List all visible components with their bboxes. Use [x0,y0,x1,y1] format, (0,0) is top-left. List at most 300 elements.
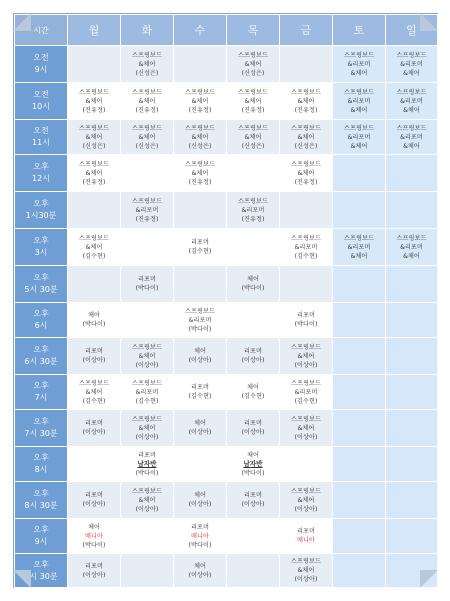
class-cell [280,303,333,338]
class-cell-line: 스프링보드 [291,487,321,495]
class-cell-line: (박다이) [294,321,318,328]
class-cell-line: 리포머 [138,451,156,459]
class-cell-line: (신성은) [241,69,265,77]
class-cell-line: (진유정) [294,178,318,186]
class-cell-line: 리포머 [191,239,209,246]
schedule-row [15,375,438,410]
schedule-row [15,229,438,266]
class-cell-line: &리포머 [241,206,265,214]
class-cell [280,482,333,519]
class-cell-line: &체어 [85,388,103,396]
class-cell-line: &체어 [403,252,420,260]
time-slot-line: 오후 [33,453,49,462]
empty-cell [68,46,121,83]
class-cell [386,83,438,120]
empty-cell [333,554,386,588]
class-cell [68,303,121,338]
class-cell-line: &리포머 [347,60,371,68]
class-cell-line: (이상아) [82,357,106,364]
class-cell-line: (이상아) [188,429,212,436]
class-cell-line: (신성은) [188,142,212,150]
class-cell-line: (진유정) [82,106,106,114]
class-cell-line: (이상아) [294,576,318,583]
class-cell-line: &체어 [138,424,156,432]
time-slot-label [15,303,68,338]
empty-cell [174,447,227,482]
schedule-row [15,482,438,519]
class-cell-line: &체어 [297,352,315,360]
time-slot-line: 1시30분 [25,211,57,220]
day-header-wed: 수 [174,15,227,46]
empty-cell [174,266,227,303]
class-cell-line: (신성은) [135,69,159,77]
class-cell-line: (이상아) [241,501,265,508]
class-cell-line: 남자반 [243,459,263,468]
class-cell-line: &체어 [244,60,262,68]
header-row [15,15,438,46]
class-cell-line: (진유정) [241,215,265,223]
class-cell [121,482,174,519]
class-cell [227,192,280,229]
class-cell-line: 체어 [88,523,100,531]
class-cell-line: 매니아 [297,537,315,544]
class-cell-line: 리포머 [297,312,315,319]
class-cell-line: (신성은) [135,142,159,150]
empty-cell [68,192,121,229]
class-cell-line: &리포머 [188,316,212,324]
class-cell [174,375,227,410]
class-cell-line: (김수현) [82,397,106,405]
class-cell-line: 스프링보드 [238,51,268,59]
class-cell-line: (진유정) [135,215,159,223]
class-cell-line: &리포머 [347,243,371,251]
empty-cell [121,229,174,266]
time-slot-label [15,375,68,410]
class-cell-line: &리포머 [294,388,318,396]
class-cell-line: &리포머 [400,133,423,141]
day-header-sat: 토 [333,15,386,46]
time-slot-line: 오후 [33,525,49,534]
empty-cell [333,155,386,192]
empty-cell [280,46,333,83]
class-cell-line: 스프링보드 [344,124,374,132]
empty-cell [333,192,386,229]
class-cell-line: &체어 [297,496,315,504]
class-cell [174,519,227,554]
time-slot-line: 오전 [33,126,49,135]
time-slot-label [15,410,68,447]
class-cell-line: &체어 [138,496,156,504]
schedule-row [15,83,438,120]
class-cell-line: &체어 [350,69,368,77]
time-slot-label [15,338,68,375]
class-cell [333,120,386,155]
time-slot-label [15,120,68,155]
empty-cell [280,447,333,482]
time-slot-label [15,192,68,229]
class-cell-line: 매니아 [85,532,103,540]
empty-cell [121,303,174,338]
empty-cell [227,155,280,192]
class-cell-line: 리포머 [191,523,209,531]
class-cell-line: (진유정) [241,106,265,114]
class-cell [333,229,386,266]
class-cell-line: 스프링보드 [238,197,268,205]
class-cell [227,83,280,120]
day-header-fri: 금 [280,15,333,46]
class-cell-line: 스프링보드 [291,160,321,168]
class-cell-line: (박다이) [135,285,159,292]
class-cell [227,447,280,482]
class-cell [386,229,438,266]
class-cell-line: 스프링보드 [185,160,215,168]
class-cell-line: 리포머 [244,348,262,355]
class-cell [68,120,121,155]
empty-cell [121,519,174,554]
time-slot-line: 오전 [33,53,49,62]
class-cell [227,410,280,447]
class-cell [333,46,386,83]
empty-cell [386,482,438,519]
class-cell-line: 스프링보드 [291,343,321,351]
class-cell [174,554,227,588]
class-cell [227,375,280,410]
time-slot-line: 10시 [32,102,50,111]
class-cell [280,519,333,554]
class-cell-line: (박다이) [241,285,265,292]
class-cell-line: (박다이) [241,469,265,477]
time-slot-label [15,519,68,554]
class-cell [68,554,121,588]
class-cell-line: (김수현) [294,397,318,405]
class-cell-line: (김수현) [82,252,106,260]
empty-cell [333,519,386,554]
empty-cell [386,447,438,482]
class-cell-line: 스프링보드 [132,415,162,423]
class-cell [121,410,174,447]
time-slot-line: 6시 [34,321,48,330]
empty-cell [174,192,227,229]
day-header-tue: 화 [121,15,174,46]
class-cell-line: 체어 [194,348,206,355]
empty-cell [386,338,438,375]
class-cell-line: 스프링보드 [132,88,162,96]
class-cell-line: &체어 [350,252,368,260]
class-cell [121,192,174,229]
class-cell-line: &체어 [297,169,315,177]
class-cell-line: 스프링보드 [132,487,162,495]
class-cell-line: 스프링보드 [291,558,321,565]
schedule-row [15,338,438,375]
time-slot-line: 8시 30분 [24,501,58,510]
class-cell [68,482,121,519]
class-cell [68,229,121,266]
class-cell [386,46,438,83]
time-slot-line: 오후 [33,273,49,282]
class-cell-line: (이상아) [241,357,265,364]
empty-cell [333,303,386,338]
class-cell [280,229,333,266]
class-cell-line: 체어 [88,312,100,319]
class-cell-line: (이상아) [135,361,159,369]
empty-cell [227,519,280,554]
schedule-row [15,303,438,338]
class-cell [174,229,227,266]
empty-cell [333,375,386,410]
time-slot-line: 오후 [33,236,49,245]
class-cell-line: 스프링보드 [291,379,321,387]
class-cell-line: &체어 [85,243,103,251]
time-slot-line: 오후 [33,162,49,171]
corner-fold-top-left [13,13,31,31]
class-cell-line: (김수현) [135,397,159,405]
empty-cell [333,338,386,375]
time-slot-line: 오후 [33,309,49,318]
time-slot-line: 오후 [33,381,49,390]
class-cell-line: 체어 [247,276,259,283]
time-slot-line: 5시 30분 [24,285,58,294]
empty-cell [386,375,438,410]
class-cell-line: 리포머 [85,492,103,499]
class-cell-line: &리포머 [347,133,371,141]
class-cell [280,155,333,192]
class-cell [174,83,227,120]
class-cell [174,410,227,447]
schedule-row [15,46,438,83]
class-cell-line: (박다이) [135,469,159,477]
empty-cell [227,229,280,266]
class-cell-line: &리포머 [400,60,423,68]
class-cell-line: 스프링보드 [396,88,427,96]
time-slot-label [15,229,68,266]
empty-cell [121,155,174,192]
class-cell-line: 스프링보드 [185,307,215,315]
empty-cell [333,410,386,447]
class-cell-line: 리포머 [85,348,103,355]
class-cell-line: 매니아 [191,532,209,540]
class-cell-line: (이상아) [188,357,212,364]
class-cell [121,120,174,155]
class-cell-line: 스프링보드 [291,234,321,242]
time-slot-line: 오후 [33,345,49,354]
time-slot-line: 3시 [34,248,48,257]
class-cell-line: &체어 [297,97,315,105]
schedule-row [15,192,438,229]
class-cell-line: 리포머 [191,384,209,391]
time-slot-line: 9시 [34,65,48,74]
class-cell [280,120,333,155]
empty-cell [386,303,438,338]
class-cell [121,375,174,410]
time-slot-label [15,266,68,303]
class-cell-line: (김수현) [188,248,212,255]
class-cell-line: &리포머 [294,243,318,251]
class-cell-line: 체어 [247,451,259,459]
class-cell-line: &체어 [138,133,156,141]
class-cell-line: 스프링보드 [132,51,162,59]
class-cell-line: &체어 [85,97,103,105]
class-cell-line: 스프링보드 [238,124,268,132]
class-cell-line: 리포머 [244,492,262,499]
class-cell [227,46,280,83]
class-cell [280,375,333,410]
day-header-mon: 월 [68,15,121,46]
empty-cell [333,266,386,303]
time-slot-line: 오후 [33,489,49,498]
class-cell-line: (신성은) [82,142,106,150]
class-cell-line: 리포머 [85,420,103,427]
class-cell-line: &체어 [297,424,315,432]
class-cell-line: &체어 [297,567,315,574]
class-cell [174,120,227,155]
class-cell [68,338,121,375]
class-cell-line: (진유정) [188,106,212,114]
time-slot-line: 8시 [34,465,48,474]
class-cell [174,338,227,375]
class-cell-line: (이상아) [188,571,212,579]
empty-cell [333,447,386,482]
schedule-row [15,554,438,588]
class-cell-line: &리포머 [135,388,159,396]
class-cell [68,375,121,410]
class-cell-line: 체어 [194,562,206,570]
class-cell [280,554,333,588]
class-cell-line: 스프링보드 [396,124,427,132]
class-cell [227,266,280,303]
schedule-row [15,519,438,554]
class-cell-line: 스프링보드 [132,124,162,132]
schedule-body [15,46,438,588]
schedule-row [15,410,438,447]
time-slot-label [15,482,68,519]
class-cell-line: 스프링보드 [185,124,215,132]
class-cell [386,120,438,155]
class-cell-line: 스프링보드 [185,88,215,96]
day-header-thu: 목 [227,15,280,46]
time-slot-line: 오전 [33,90,49,99]
class-cell [121,338,174,375]
class-cell-line: (이상아) [294,433,318,441]
class-cell-line: &체어 [138,97,156,105]
empty-cell [386,519,438,554]
class-cell-line: (이상아) [294,361,318,369]
class-cell-line: (진유정) [294,106,318,114]
empty-cell [333,482,386,519]
class-cell-line: 스프링보드 [396,51,427,59]
empty-cell [386,410,438,447]
time-slot-line: 12시 [32,174,50,183]
class-cell-line: &체어 [191,133,209,141]
time-slot-line: 7시 30분 [24,429,58,438]
class-cell-line: &리포머 [347,97,371,105]
time-column-header: 시간 [15,15,68,46]
corner-fold-bottom-right [420,570,438,588]
time-slot-label [15,447,68,482]
class-cell-line: &체어 [403,69,420,77]
class-cell-line: (이상아) [82,501,106,508]
empty-cell [68,447,121,482]
class-cell-line: (진유정) [135,106,159,114]
schedule-table [14,14,438,588]
class-cell-line: 체어 [247,384,259,391]
class-cell-line: 체어 [194,420,206,427]
class-cell [121,447,174,482]
class-cell-line: &체어 [85,133,103,141]
class-cell [227,482,280,519]
time-slot-line: 오후 [33,199,49,208]
class-cell-line: (신성은) [294,142,318,150]
day-header-sun: 일 [386,15,438,46]
class-cell-line: 스프링보드 [238,88,268,96]
time-slot-label [15,155,68,192]
class-cell-line: 스프링보드 [344,88,374,96]
class-cell [68,155,121,192]
class-cell-line: &체어 [244,133,262,141]
class-cell [68,519,121,554]
class-cell-line: (김수현) [294,252,318,260]
class-cell-line: &체어 [403,142,420,150]
class-cell [227,338,280,375]
class-cell-line: 스프링보드 [79,124,109,132]
empty-cell [68,266,121,303]
class-cell [333,83,386,120]
class-cell-line: (진유정) [188,178,212,186]
class-cell [280,338,333,375]
class-cell-line: 스프링보드 [132,379,162,387]
class-cell-line: &리포머 [400,97,423,105]
class-cell [68,83,121,120]
class-cell-line: 스프링보드 [344,234,374,242]
class-cell-line: (이상아) [82,429,106,436]
class-cell-line: &체어 [138,60,156,68]
class-cell-line: 스프링보드 [132,197,162,205]
schedule-row [15,120,438,155]
class-cell-line: 스프링보드 [79,379,109,387]
class-cell [68,410,121,447]
schedule-row [15,447,438,482]
class-cell-line: 리포머 [138,276,156,283]
class-cell-line: (진유정) [82,178,106,186]
time-slot-label [15,83,68,120]
time-slot-line: 오후 [33,417,49,426]
class-cell-line: (이상아) [135,505,159,513]
class-cell-line: &체어 [297,133,315,141]
class-cell-line: (이상아) [294,505,318,513]
class-cell-line: 리포머 [297,528,315,535]
class-cell-line: &리포머 [400,243,423,251]
schedule-row [15,266,438,303]
empty-cell [280,192,333,229]
time-slot-line: 9시 [34,537,48,546]
class-cell-line: (박다이) [188,541,212,549]
class-cell-line: 스프링보드 [291,415,321,423]
class-cell-line: (이상아) [241,429,265,436]
class-cell-line: (김수현) [241,393,265,400]
empty-cell [386,155,438,192]
class-cell-line: &체어 [244,97,262,105]
empty-cell [227,554,280,588]
class-cell-line: 리포머 [244,420,262,427]
class-cell-line: &리포머 [135,206,159,214]
corner-fold-top-right [420,13,438,31]
class-cell-line: 스프링보드 [132,343,162,351]
empty-cell [174,46,227,83]
class-cell [280,83,333,120]
class-cell-line: 스프링보드 [344,51,374,59]
class-cell [174,482,227,519]
class-cell [121,83,174,120]
class-cell-line: (신성은) [241,142,265,150]
